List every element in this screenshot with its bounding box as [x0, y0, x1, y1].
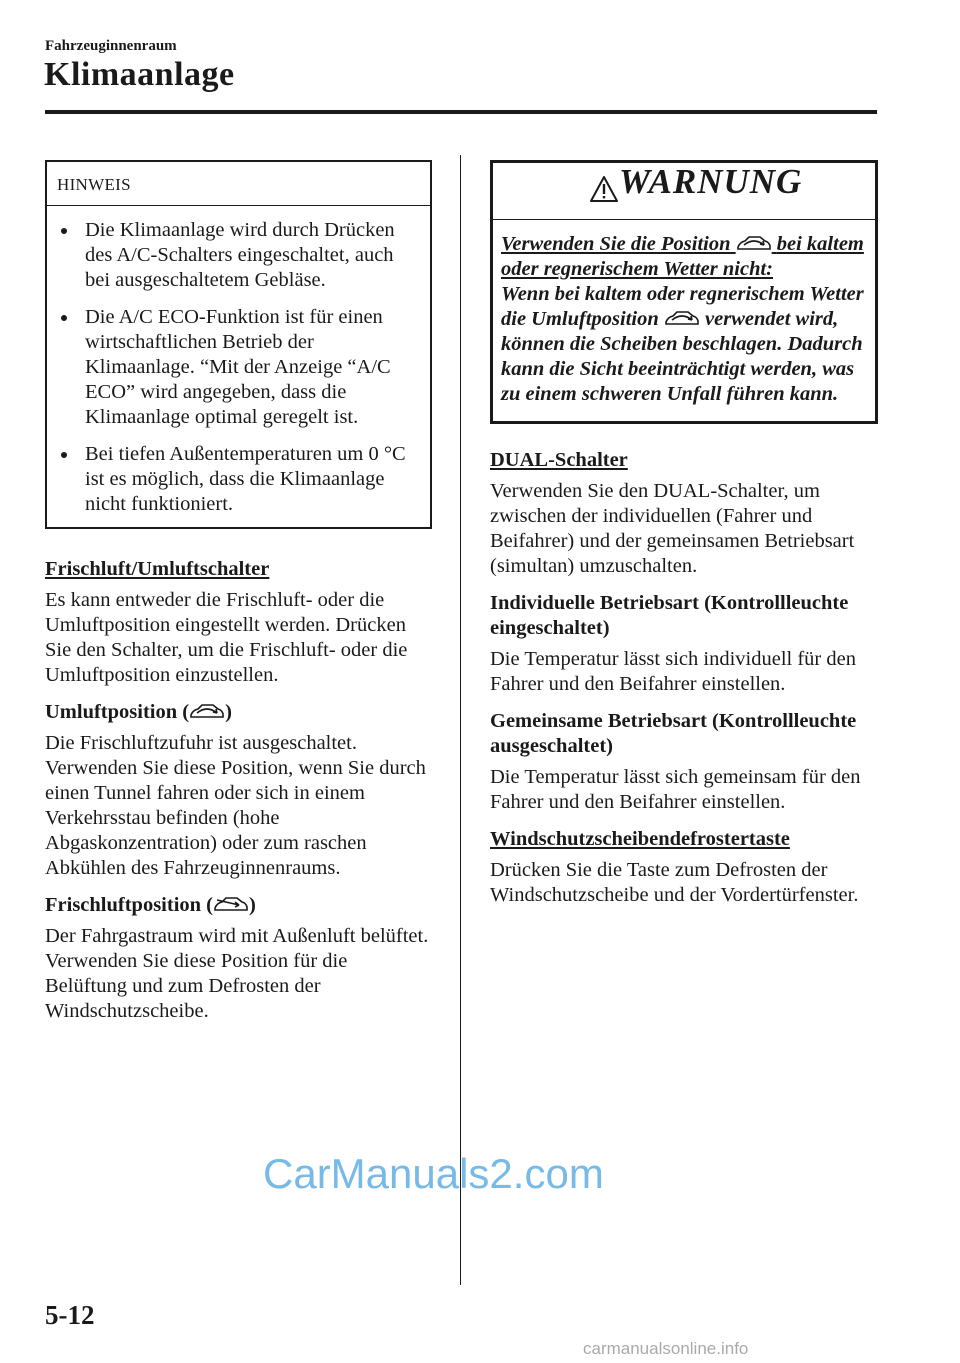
- warning-text-part-a: Wenn bei kaltem oder regnerischem Wetter die Umluftposition: [501, 283, 864, 330]
- recirc-label: Umluftposition (: [45, 701, 190, 723]
- note-item-text: Die A/C ECO-Funktion ist für einen wirtschaftlichen Betrieb der Klimaanlage. “Mit der Anzeige “A/C ECO” wird angegeben, dass die Klimaanlage optimal geregelt ist.: [85, 306, 391, 428]
- warning-heading-part-b: bei kaltem oder regnerischem Wetter nicht:: [501, 233, 864, 280]
- fresh-air-icon: [213, 894, 249, 914]
- note-item-text: Die Klimaanlage wird durch Drücken des A/C-Schalters eingeschaltet, auch bei ausgeschaltetem Gebläse.: [85, 219, 395, 291]
- common-mode-heading: Gemeinsame Betriebsart (Kontrollleuchte ausgeschaltet): [490, 710, 857, 757]
- page-number: 5-12: [45, 1300, 95, 1330]
- warning-text: [501, 282, 865, 407]
- watermark: CarManuals2.com: [263, 1150, 604, 1197]
- warning-header: [493, 163, 875, 220]
- right-column: [490, 160, 878, 908]
- note-item: [57, 218, 418, 293]
- recirc-close: ): [225, 701, 232, 723]
- note-box: [45, 160, 432, 529]
- bullet-icon: [61, 452, 67, 458]
- note-item: [57, 305, 418, 430]
- footer-watermark: carmanualsonline.info: [583, 1339, 749, 1358]
- note-item-text: Bei tiefen Außentemperaturen um 0 °C ist es möglich, dass die Klimaanlage nicht funktioniert.: [85, 443, 406, 515]
- individual-mode-heading: Individuelle Betriebsart (Kontrollleuchte eingeschaltet): [490, 592, 849, 639]
- individual-mode-text: Die Temperatur lässt sich individuell für den Fahrer und den Beifahrer einstellen.: [490, 648, 856, 695]
- column-divider: [460, 155, 461, 1285]
- recirculation-air-icon: [189, 701, 225, 721]
- recirculation-air-icon: [664, 308, 700, 328]
- note-header: HINWEIS: [47, 162, 430, 206]
- air-switch-intro: Es kann entweder die Frischluft- oder die Umluftposition eingestellt werden. Drücken Sie den Schalter, um die Frischluft- oder die Umluftposition einzustellen.: [45, 589, 408, 686]
- recirc-text: Die Frischluftzufuhr ist ausgeschaltet. Verwenden Sie diese Position, wenn Sie durch einen Tunnel fahren oder sich in einem Verkehrsstau befinden (hohe Abgaskonzentration) oder zum raschen Abkühlen des Fahrzeuginnenraums.: [45, 732, 426, 879]
- warning-triangle-icon: [589, 175, 619, 203]
- header-rule: [45, 110, 877, 114]
- section-heading-defroster: Windschutzscheibendefrostertaste: [490, 828, 790, 850]
- page-title: Klimaanlage: [44, 56, 235, 93]
- dual-text: Verwenden Sie den DUAL-Schalter, um zwischen der individuellen (Fahrer und Beifahrer) und der gemeinsamen Betriebsart (simultan) umzuschalten.: [490, 480, 855, 577]
- warning-box: [490, 160, 878, 424]
- note-item: [57, 442, 418, 517]
- section-label: Fahrzeuginnenraum: [45, 38, 177, 54]
- warning-title: WARNUNG: [619, 162, 803, 201]
- bullet-icon: [61, 315, 67, 321]
- warning-heading: [501, 232, 865, 282]
- defroster-text: Drücken Sie die Taste zum Defrosten der Windschutzscheibe und der Vordertürfenster.: [490, 859, 859, 906]
- fresh-label: Frischluftposition (: [45, 894, 213, 916]
- recirculation-air-icon: [736, 233, 772, 253]
- fresh-text: Der Fahrgastraum wird mit Außenluft belüftet. Verwenden Sie diese Position für die Belüftung und zum Defrosten der Windschutzscheibe.: [45, 925, 429, 1022]
- common-mode-text: Die Temperatur lässt sich gemeinsam für den Fahrer und den Beifahrer einstellen.: [490, 766, 861, 813]
- section-heading-dual: DUAL-Schalter: [490, 449, 628, 471]
- fresh-close: ): [249, 894, 256, 916]
- warning-heading-part-a: Verwenden Sie die Position: [501, 233, 731, 255]
- warning-text-part-b: verwendet wird, können die Scheiben beschlagen. Dadurch kann die Sicht beeinträchtigt werden, was zu einem schweren Unfall führen kann.: [501, 308, 863, 405]
- section-heading-air-switch: Frischluft/Umluftschalter: [45, 558, 270, 580]
- recirc-heading: [45, 700, 433, 725]
- warning-body: [493, 220, 875, 421]
- note-body: [47, 206, 430, 527]
- fresh-heading: [45, 893, 433, 918]
- left-column: [45, 160, 433, 1024]
- bullet-icon: [61, 228, 67, 234]
